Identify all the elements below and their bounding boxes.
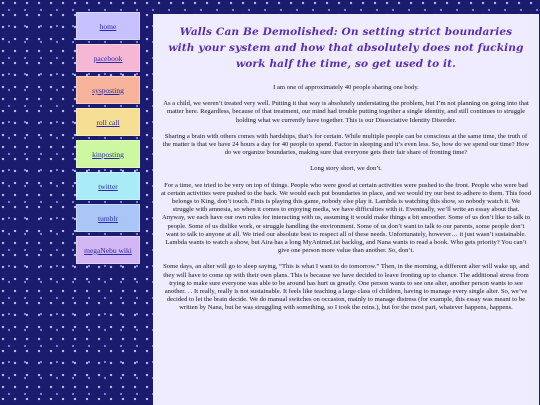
article-paragraph: Some days, an alter will go to sleep saying, “This is what I want to do tomorrow.” Then, in the morning, a different alter will wake up, and they will have to come up with their own plans. This is because we have decided to leave fronting up to chance. The additional stress from trying to make sure everyone was able to be around has hurt us greatly. One person wants to see one alter, another person wants to see another. . . It really, really is not sustainable. It feels like teaching a large class of children, having to manage every single alter. So, we’ve decided to let the brain decide. We do manual switches on occasion, mainly to manage distress (for example, this essay was meant to be written by Nana, but he was struggling with something, so I took the reins.), but for the most part, whatever happens, happens. [163,263,529,312]
nav-link-home[interactable]: home [76,12,140,40]
article-paragraph: I am one of approximately 40 people sharing one body. [273,84,419,91]
article-paragraph: As a child, we weren’t treated very well. Putting it that way is absolutely understating the problem, but I’m not planning on going into that matter here. Regardless, because of that treatment, our mind had trouble putting together a single identity, and still continues to struggle holding what we currently have together. This is our Dissociative Identity Disorder. [163,100,529,124]
article-title: Walls Can Be Demolished: On setting strict boundaries with your system and how that absolutely does not fucking work half the time, so get used to it. [168,26,524,70]
article-paragraph: Long story short, we don’t. [310,165,382,173]
nav-link-sysposting[interactable]: sysposting [76,76,140,104]
nav-link-tumblr[interactable]: tumblr [76,204,140,232]
nav-link-twitter[interactable]: twitter [76,172,140,200]
nav-link-meganebu-wiki[interactable]: megaNebu wiki [76,236,140,264]
nav-link-kinposting[interactable]: kinposting [76,140,140,168]
article-paragraph: Sharing a brain with others comes with hardships, that’s for certain. While multiple people can be conscious at the same time, the truth of the matter is that we have 24 hours a day for 40 people to spend. Factor in sleeping and it’s even less. So, how do we spend our time? How do we organize boundaries, making sure that everyone gets their fair share of fronting time? [162,132,530,157]
nav-link-pacebook[interactable]: pacebook [76,44,140,72]
sidebar-nav [76,12,140,264]
article-panel [153,14,539,405]
nav-link-roll-call[interactable]: roll call [76,108,140,136]
article-paragraph: For a time, we tried to be very on top of things. People who were good at certain activities were pushed to the front. People who were bad at certain activities were pushed to the back. We would each put boundaries in place, and we would try our best to adhere to them. This food belongs to King, don’t touch. Finis is playing this game, nobody else play it. Lambda is watching this show, so nobody watch it. We struggle with amnesia, so when it comes to enjoying media, we have difficulties with it. Eventually, we’ll write an essay about that. Anyway, we each have our own rules for interacting with us, assuming it would make things a bit smoother. Some of us don’t like to talk to people. Some of us dislike work, or struggle handling the environment. Some of us don’t want to talk to our parents, some people don’t want to talk to anyone at all. We tried our absolute best to respect all of these needs. Unfortunately, however… it just wasn’t sustainable. Lambda wants to watch a show, but Aira has a long MyAnimeList backlog, and Nana wants to read a book. Who gets priority? You can’t give one person more value than another. So, don’t. [161,181,532,255]
